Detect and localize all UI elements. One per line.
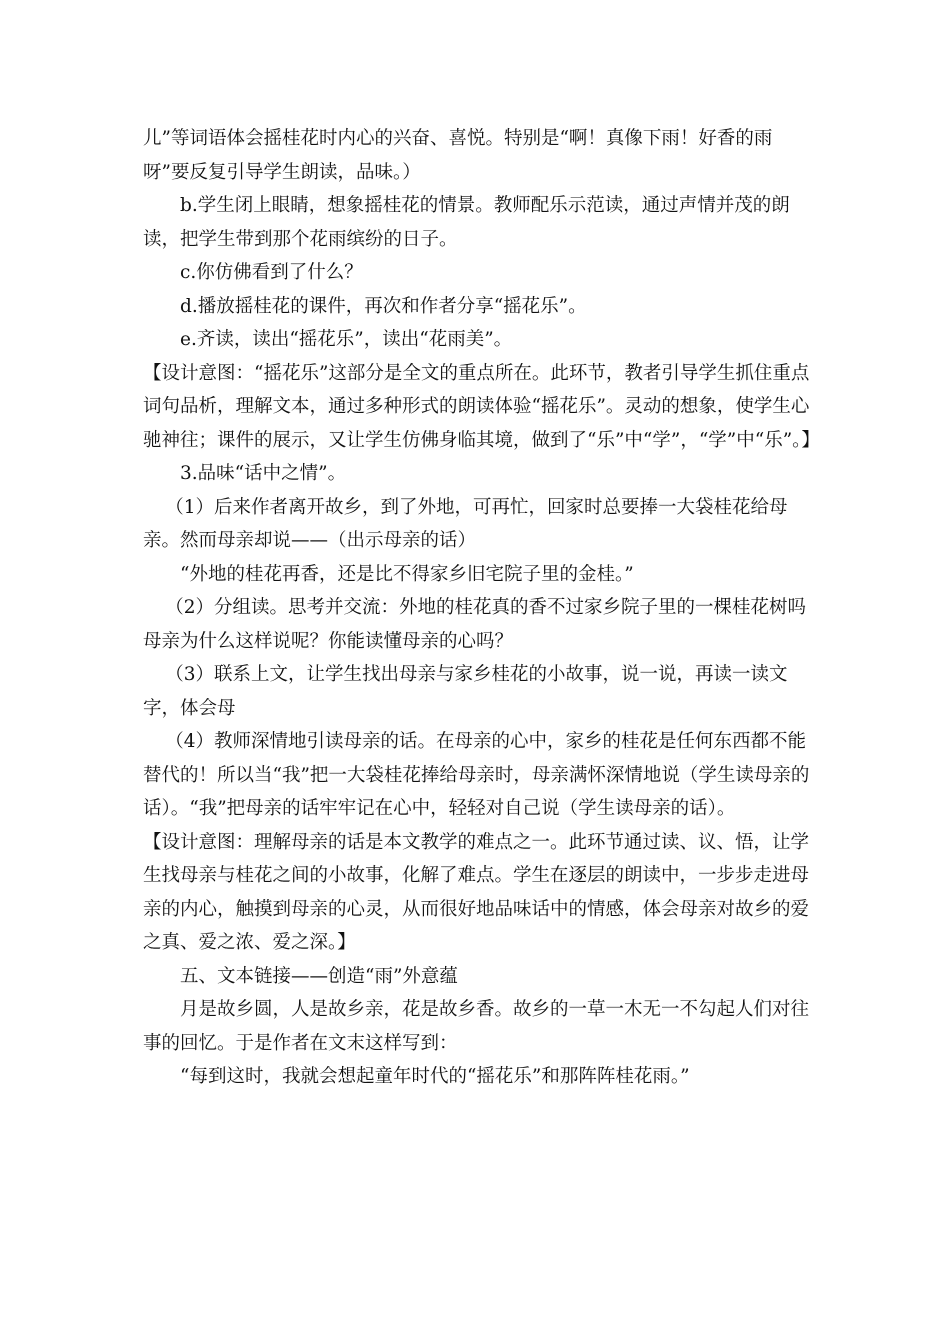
design-intent-1: 【设计意图：“摇花乐”这部分是全文的重点所在。此环节，教者引导学生抓住重点词句品析，理解文本，通过多种形式的朗读体验“摇花乐”。灵动的想象，使学生心驰神往；课件的展示，又让学生仿佛身临其境，做到了“乐”中“学”，“学”中“乐”。】 <box>143 362 820 451</box>
paragraph-14: 月是故乡圆，人是故乡亲，花是故乡香。故乡的一草一木无一不勾起人们对往事的回忆。于是作者在文末这样写到： <box>143 999 810 1054</box>
paragraph-1: b.学生闭上眼睛，想象摇桂花的情景。教师配乐示范读，通过声情并茂的朗读，把学生带到那个花雨缤纷的日子。 <box>143 195 790 250</box>
paragraph-2: c.你仿佛看到了什么？ <box>180 262 363 283</box>
design-intent-2: 【设计意图：理解母亲的话是本文教学的难点之一。此环节通过读、议、悟，让学生找母亲与桂花之间的小故事，化解了难点。学生在逐层的朗读中，一步步走进母亲的内心，触摸到母亲的心灵，从而很好地品味话中的情感，体会母亲对故乡的爱之真、爱之浓、爱之深。】 <box>143 831 810 953</box>
paragraph-11: （4）教师深情地引读母亲的话。在母亲的心中，家乡的桂花是任何东西都不能替代的！所以当“我”把一大袋桂花捧给母亲时，母亲满怀深情地说（学生读母亲的话）。“我”把母亲的话牢牢记在心中，轻轻对自己说（学生读母亲的话）。 <box>143 731 810 819</box>
paragraph-7: （1）后来作者离开故乡，到了外地，可再忙，回家时总要捧一大袋桂花给母亲。然而母亲却说——（出示母亲的话） <box>143 496 788 551</box>
closing-quote: “每到这时，我就会想起童年时代的“摇花乐”和那阵阵桂花雨。” <box>180 1066 690 1087</box>
document-body <box>143 122 820 1094</box>
section-heading-5: 五、文本链接——创造“雨”外意蕴 <box>180 965 458 987</box>
mother-quote: “外地的桂花再香，还是比不得家乡旧宅院子里的金桂。” <box>180 563 634 585</box>
paragraph-3: d.播放摇桂花的课件，再次和作者分享“摇花乐”。 <box>180 295 587 317</box>
paragraph-0: 儿”等词语体会摇桂花时内心的兴奋、喜悦。特别是“啊！真像下雨！好香的雨呀”要反复引导学生朗读，品味。） <box>143 128 773 183</box>
paragraph-4: e.齐读，读出“摇花乐”，读出“花雨美”。 <box>180 329 513 350</box>
paragraph-10: （3）联系上文，让学生找出母亲与家乡桂花的小故事，说一说，再读一读文字，体会母 <box>143 664 788 719</box>
paragraph-9: （2）分组读。思考并交流：外地的桂花真的香不过家乡院子里的一棵桂花树吗母亲为什么这样说呢？你能读懂母亲的心吗？ <box>143 597 806 652</box>
section-heading-3: 3.品味“话中之情”。 <box>180 463 347 484</box>
